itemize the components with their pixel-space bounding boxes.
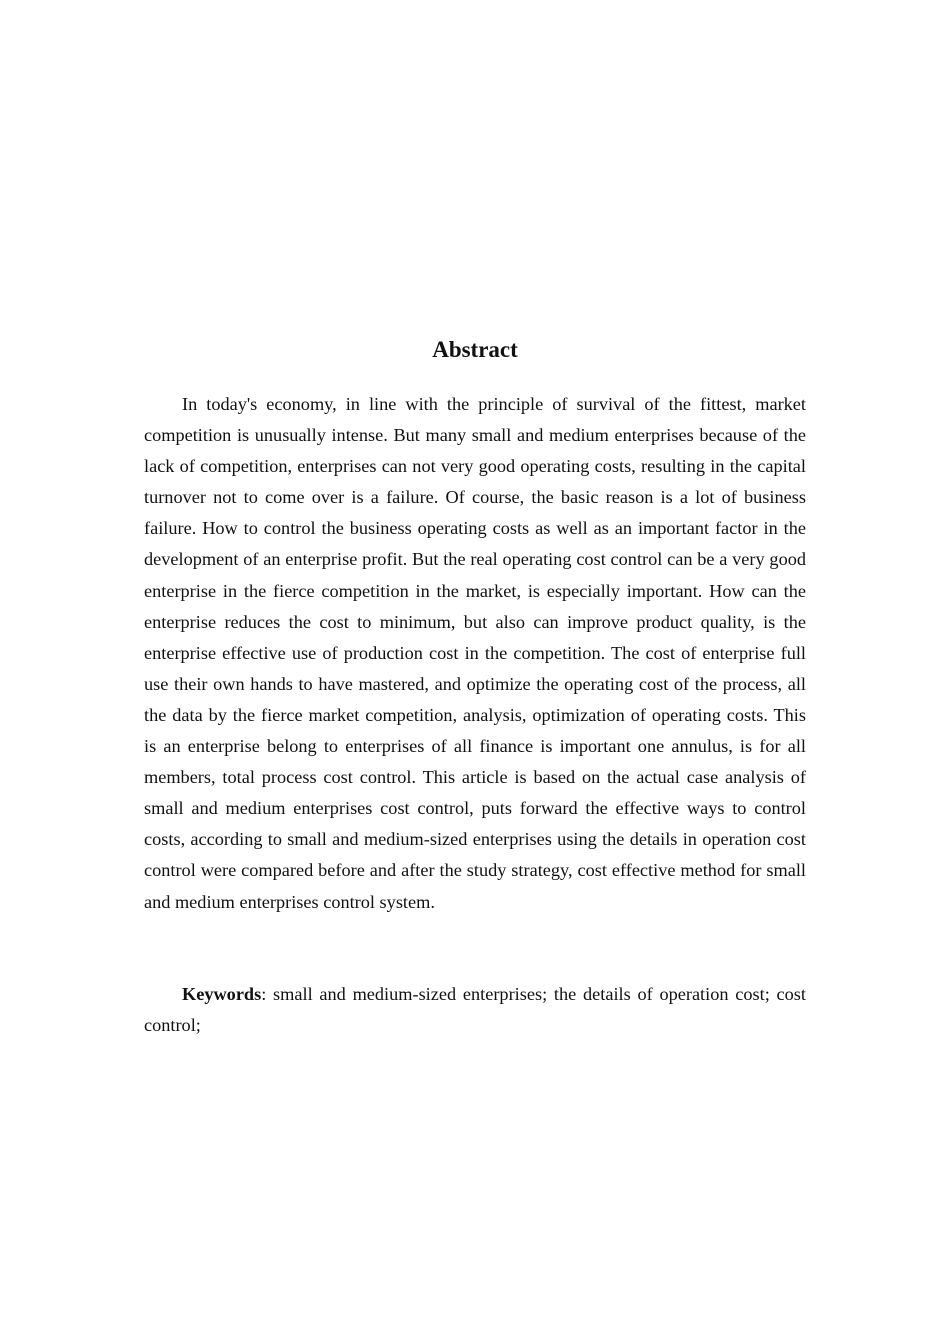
keywords-label: Keywords <box>182 984 262 1004</box>
keywords-paragraph <box>144 979 806 1041</box>
abstract-paragraph: In today's economy, in line with the principle of survival of the fittest, market competition is unusually intense. But many small and medium enterprises because of the lack of competition, enterprises can not very good operating costs, resulting in the capital turnover not to come over is a failure. Of course, the basic reason is a lot of business failure. How to control the business operating costs as well as an important factor in the development of an enterprise profit. But the real operating cost control can be a very good enterprise in the fierce competition in the market, is especially important. How can the enterprise reduces the cost to minimum, but also can improve product quality, is the enterprise effective use of production cost in the competition. The cost of enterprise full use their own hands to have mastered, and optimize the operating cost of the process, all the data by the fierce market competition, analysis, optimization of operating costs. This is an enterprise belong to enterprises of all finance is important one annulus, is for all members, total process cost control. This article is based on the actual case analysis of small and medium enterprises cost control, puts forward the effective ways to control costs, according to small and medium-sized enterprises using the details in operation cost control were compared before and after the study strategy, cost effective method for small and medium enterprises control system. <box>144 394 806 912</box>
keywords-text: : small and medium-sized enterprises; the details of operation cost; cost control; <box>144 984 806 1036</box>
abstract-title: Abstract <box>432 337 518 362</box>
